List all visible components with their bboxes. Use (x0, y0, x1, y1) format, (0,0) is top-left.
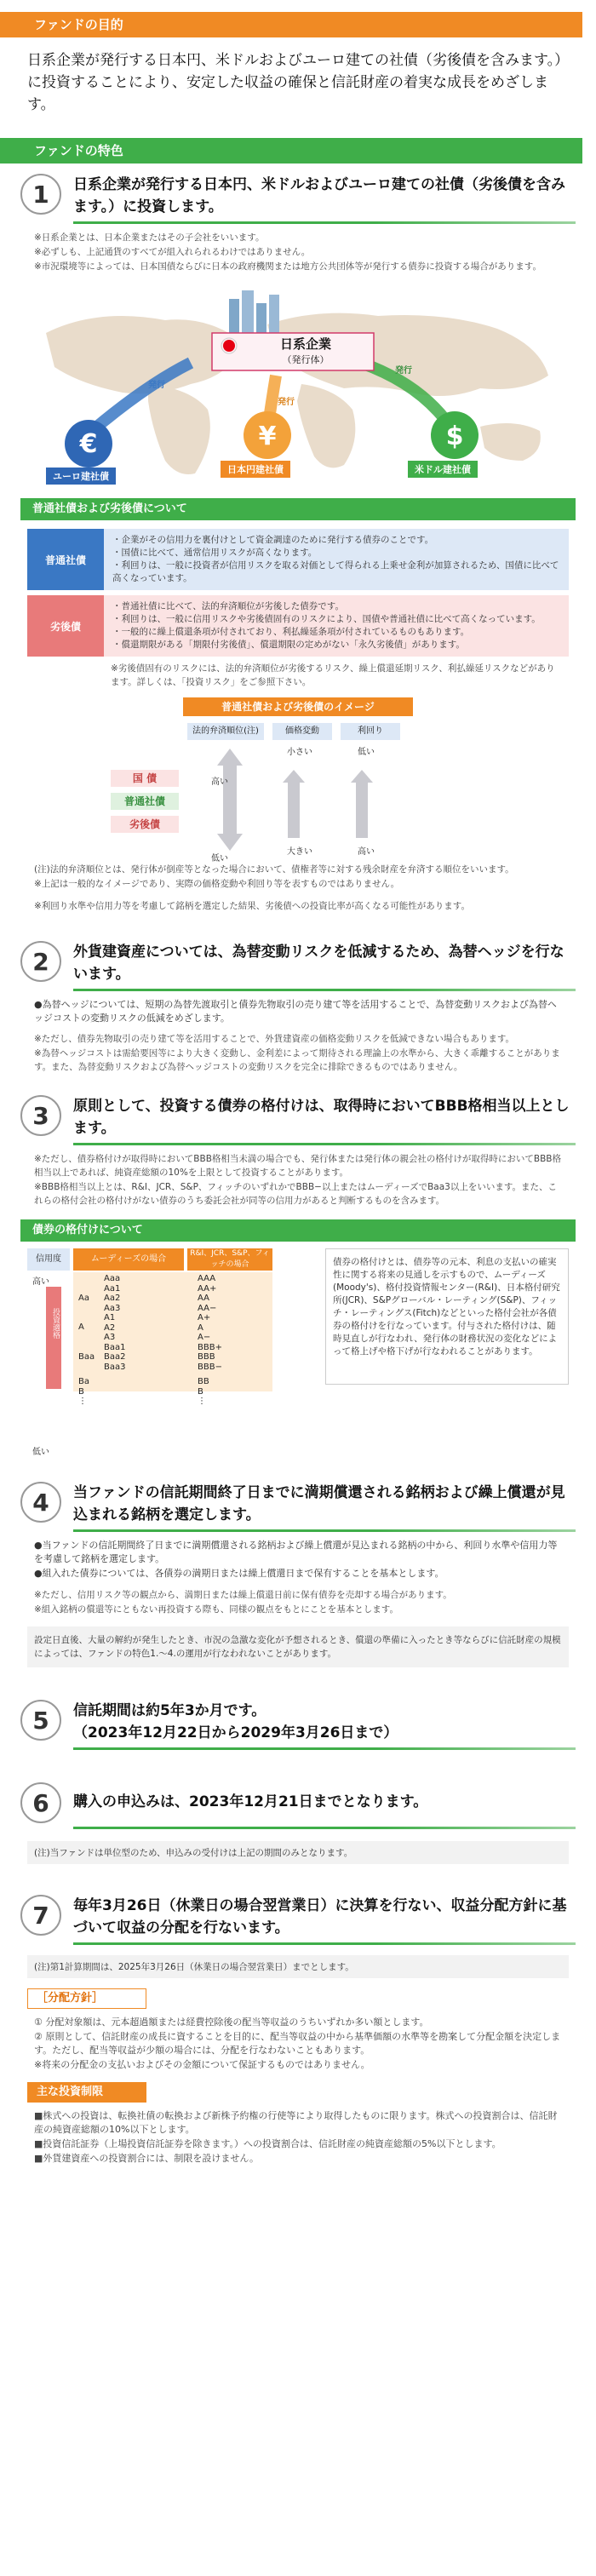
feature-5 (20, 1690, 576, 1744)
feature-number: 3 (20, 1095, 61, 1136)
usd-bond-label: 米ドル建社債 (408, 461, 478, 478)
world-map-illustration (20, 282, 576, 486)
col-yield: 利回り (341, 723, 400, 740)
distribution-policy-header: ［分配方針］ (27, 1988, 146, 2009)
row-sub-bond: 劣後債 (111, 816, 179, 833)
feature-number: 7 (20, 1895, 61, 1936)
investment-limits-header: 主な投資制限 (27, 2082, 146, 2103)
feature-7-note: (注)第1計算期間は、2025年3月26日（休業日の場合翌営業日）までとします。 (27, 1955, 569, 1978)
feature-number: 4 (20, 1482, 61, 1523)
note-line: ※市況環境等によっては、日本国債ならびに日本の政府機関または地方公共団体等が発行する債券に投資する場合があります。 (34, 261, 542, 272)
euro-bond-label: ユーロ建社債 (46, 468, 116, 485)
issue-arrow-label-middle: 発行 (278, 398, 295, 407)
col-legal-priority: 法的弁済順位(注) (187, 723, 264, 740)
feature-4-notes: ※ただし、信用リスク等の観点から、満期日または繰上償還日前に保有債券を売却する場合があります。 ※組入銘柄の償還等にともない再投資する際も、同様の観点をもとにことを基本とします。 (34, 1590, 452, 1615)
col-price-fluctuation: 価格変動 (272, 723, 332, 740)
issue-arrow-label-right: 発行 (395, 366, 412, 376)
svg-text:€: € (79, 429, 98, 459)
ratings-section (27, 1248, 569, 1461)
feature-6 (20, 1772, 576, 1823)
row-gov-bond: 国 債 (111, 770, 179, 787)
feature-title: 購入の申込みは、2023年12月21日までとなります。 (73, 1793, 428, 1810)
subordinated-bond-text: ・普通社債に比べて、法的弁済順位が劣後した債券です。 ・利回りは、一般に信用リスクや劣後債固有のリスクにより、国債や普通社債に比べて高くなっています。 ・一般的に繰上償還条項が付されており、利払繰延条項が付されているものもあります。 ・償還期限がある「期限付劣後債」、償還期限の定めがない「永久劣後債」があります。 (112, 601, 541, 650)
feature-number: 6 (20, 1782, 61, 1823)
investment-limits-list: ■株式への投資は、転換社債の転換および新株予約権の行使等により取得したものに限ります。株式への投資割合は、信託財産の純資産総額の10%以下とします。 ■投資信託証券（上場投資信託証券を除きます。）への投資割合は、信託財産の純資産総額の5%以下とします。 ■外貨建資産への投資割合には、制限を設けません。 (34, 2110, 558, 2164)
svg-text:¥: ¥ (258, 422, 277, 451)
others-list: AAA AA+ AA AA− A+ A A− BBB+ BBB BBB− BB B ⋮ (198, 1274, 222, 1406)
bond-types-header: 普通社債および劣後債について (20, 498, 576, 520)
feature-title: 外貨建資産については、為替変動リスクを低減するため、為替ヘッジを行ないます。 (73, 944, 564, 983)
others-col-header: R&I、JCR、S&P、フィッチの場合 (187, 1248, 272, 1271)
subordinated-note: ※劣後債固有のリスクには、法的弁済順位が劣後するリスク、繰上償還延期リスク、利払繰延リスクなどがあります。詳しくは、「投資リスク」をご参照下さい。 (111, 663, 555, 687)
row-senior-bond: 普通社債 (111, 793, 179, 810)
feature-title: 毎年3月26日（休業日の場合翌営業日）に決算を行ない、収益分配方針に基づいて収益の分配を行ないます。 (73, 1897, 567, 1936)
legal-high-label: 高い (211, 777, 228, 787)
moodys-col-header: ムーディーズの場合 (73, 1248, 184, 1271)
note-line: ※日系企業とは、日本企業またはその子会社をいいます。 (34, 232, 265, 243)
feature-1-notes (0, 224, 596, 273)
world-map-icon (20, 282, 576, 486)
issuer-label: 日系企業 （発行体） (279, 336, 331, 365)
yen-bond-label: 日本円建社債 (221, 461, 290, 478)
issue-arrow-label-left: 発行 (148, 381, 165, 390)
rating-col-header: 信用度 (27, 1248, 70, 1271)
feature-3-notes: ※ただし、債券格付けが取得時においてBBB格相当未満の場合でも、発行体または発行体の親会社の格付けが取得時においてBBB格相当以上であれば、純資産総額の10%を上限として投資することがあります。 ※BBB格相当以上とは、R&I、JCR、S&P、フィッチのいずれかでBBB−以上またはムーディーズでBaa3以上をいいます。また、これらの格付会社の格付けがない債券のうち委託会社が同等の信用力があると判断するものを含みます。 (34, 1154, 562, 1206)
feature-6-note: (注)当ファンドは単位型のため、申込みの受付けは上記の期間のみとなります。 (27, 1841, 569, 1864)
feature-number: 5 (20, 1700, 61, 1741)
legal-low-label: 低い (211, 854, 228, 863)
yield-high-label: 高い (358, 847, 375, 857)
purpose-header: ファンドの目的 (14, 12, 582, 37)
feature-4-note-box: 設定日直後、大量の解約が発生したとき、市況の急激な変化が予想されるとき、償還の準備に入ったとき等ならびに信託財産の規模によっては、ファンドの特色1.〜4.の運用が行なわれないことがあります。 (27, 1626, 569, 1667)
feature-2 (20, 931, 576, 985)
low-label: 低い (32, 1448, 49, 1457)
features-header: ファンドの特色 (14, 138, 582, 164)
moodys-list: Aaa Aa Aa1 Aa2 Aa3 A A1 A2 A3 Baa Baa1 Baa2 Baa3 Ba B ⋮ (78, 1274, 126, 1406)
senior-bond-text: ・企業がその信用力を裏付けとして資金調達のために発行する債券のことです。 ・国債に比べて、通常信用リスクが高くなります。 ・利回りは、一般に投資者が信用リスクを取る対価として得られる上乗せ金利が加算されるため、国債に比べて高くなっています。 (112, 535, 559, 583)
feature-4 (20, 1472, 576, 1526)
subordinated-bond-box (27, 595, 569, 657)
subordinated-bond-label: 劣後債 (27, 595, 104, 657)
grade-label: 投資適格 (51, 1308, 60, 1339)
bond-image-notes: (注)法的弁済順位とは、発行体が倒産等となった場合において、債権者等に対する残余財産を弁済する順位をいいます。 ※上記は一般的なイメージであり、実際の価格変動や利回り等を表すものではありません。 ※利回り水準や信用力等を考慮して銘柄を選定した結果、劣後債への投資比率が高くなる可能性があります。 (34, 864, 514, 911)
divider (73, 1827, 576, 1829)
feature-number: 1 (20, 174, 61, 215)
price-small-label: 小さい (287, 748, 312, 757)
svg-text:$: $ (445, 422, 464, 451)
price-large-label: 大きい (287, 847, 312, 857)
feature-2-body: ●為替ヘッジについては、短期の為替先渡取引と債券先物取引の売り建て等を活用することで、為替変動リスクおよび為替ヘッジコストの変動リスクの低減をめざします。 (34, 999, 557, 1024)
distribution-policy-list: ① 分配対象額は、元本超過額または経費控除後の配当等収益のうちいずれか多い額とします。 ② 原則として、信託財産の成長に資することを目的に、配当等収益の中から基準価額の水準等を勘案して分配金額を決定します。ただし、配当等収益が少額の場合には、分配を行なわないこともあります。 ※将来の分配金の支払いおよびその金額について保証するものではありません。 (34, 2017, 561, 2070)
yield-low-label: 低い (358, 748, 375, 757)
bond-image-diagram (0, 697, 596, 863)
feature-title: 原則として、投資する債券の格付けは、取得時においてBBB格相当以上とします。 (73, 1098, 570, 1137)
feature-4-bullets: ●当ファンドの信託期間終了日までに満期償還される銘柄および繰上償還が見込まれる銘柄の中から、利回り水準や信用力等を考慮して銘柄を選定します。 ●組入れた債券については、各債券の満期日または繰上償還日まで保有することを基本とします。 (34, 1540, 558, 1579)
feature-title: 日系企業が発行する日本円、米ドルおよびユーロ建ての社債（劣後債を含みます。）に投資します。 (73, 176, 565, 215)
feature-2-notes: ※ただし、債券先物取引の売り建て等を活用することで、外貨建資産の価格変動リスクを低減できない場合もあります。 ※為替ヘッジコストは需給要因等により大きく変動し、金利差によって期待される理論上の水準から、大きく乖離することがあります。また、為替変動リスクおよび為替ヘッジコストの変動リスクを完全に排除できるものではありません。 (34, 1034, 560, 1072)
feature-title: 当ファンドの信託期間終了日までに満期償還される銘柄および繰上償還が見込まれる銘柄を選定します。 (73, 1484, 565, 1523)
ratings-description: 債券の格付けとは、債券等の元本、利息の支払いの確実性に関する将来の見通しを示すもので、ムーディーズ(Moody's)、格付投資情報センター(R&I)、日本格付研究所(JCR)、S&Pグローバル・レーティング(S&P)、フィッチ・レーティングス(Fitch)などといった格付会社が各債券の格付けを行なっています。付与された格付けは、随時見直しが行なわれ、発行体の財務状況の変化などによって格上げや格下げが行なわれることがあります。 (325, 1248, 569, 1385)
feature-number: 2 (20, 941, 61, 982)
senior-bond-label: 普通社債 (27, 529, 104, 590)
bond-arrows-icon (196, 744, 409, 855)
note-line: ※必ずしも、上記通貨のすべてが組入れられるわけではありません。 (34, 247, 311, 257)
ratings-table (27, 1248, 325, 1461)
high-label: 高い (32, 1277, 49, 1287)
feature-7 (20, 1885, 576, 1939)
ratings-header: 債券の格付けについて (20, 1219, 576, 1242)
feature-3 (20, 1085, 576, 1139)
senior-bond-box (27, 529, 569, 590)
feature-title: 信託期間は約5年3か月です。 （2023年12月22日から2029年3月26日まで） (73, 1702, 398, 1741)
divider (73, 1942, 576, 1945)
feature-1 (20, 164, 576, 218)
purpose-text: 日系企業が発行する日本円、米ドルおよびユーロ建ての社債（劣後債を含みます。）に投資することにより、安定した収益の確保と信託財産の着実な成長をめざします。 (27, 52, 562, 113)
bond-image-title: 普通社債および劣後債のイメージ (183, 697, 413, 716)
